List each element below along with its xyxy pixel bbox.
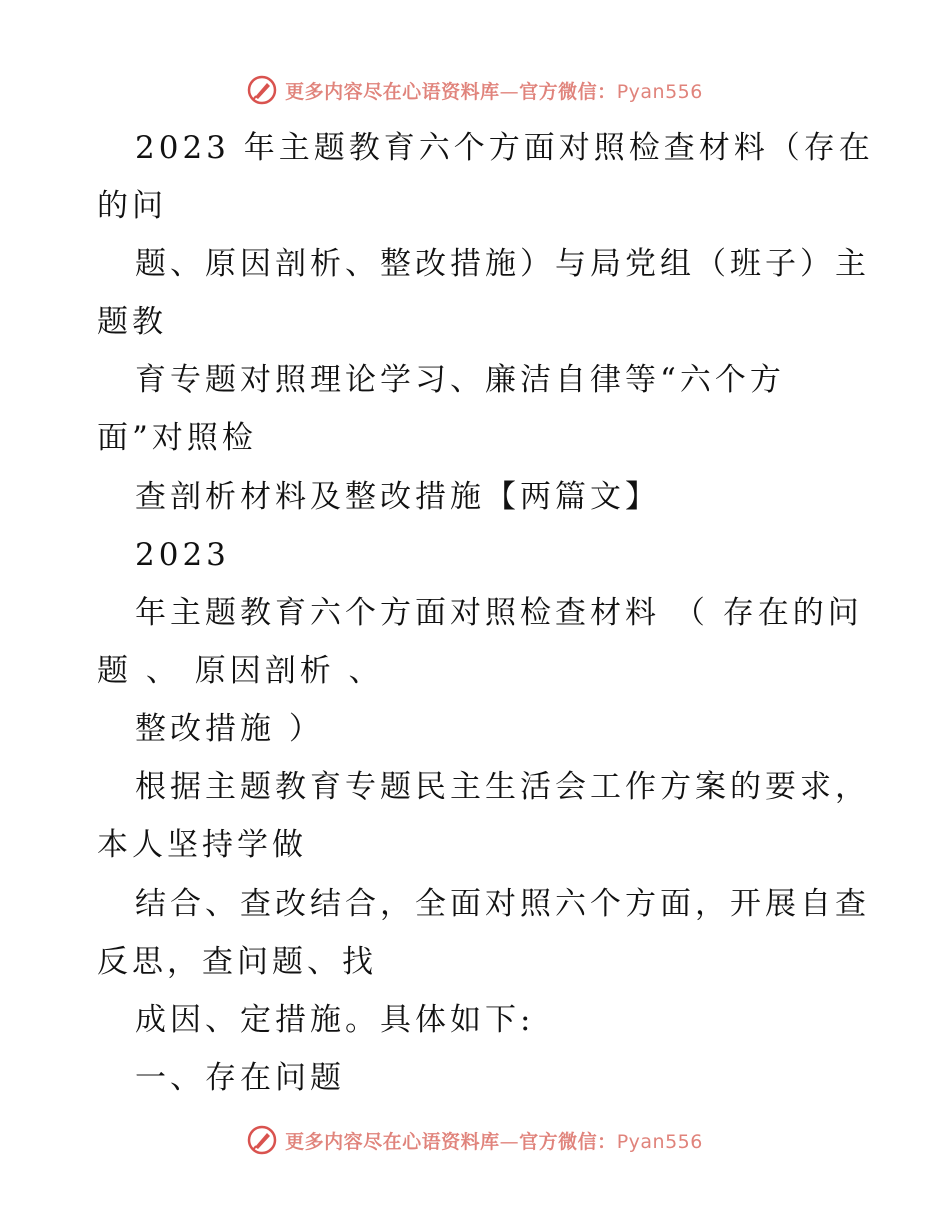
doc-line-15: 反思，查问题、找 bbox=[97, 944, 377, 980]
doc-line-1: 2023 年主题教育六个方面对照检查材料（存在 bbox=[135, 130, 874, 166]
doc-line-13: 本人坚持学做 bbox=[97, 827, 307, 863]
doc-line-17: 一、存在问题 bbox=[135, 1060, 345, 1096]
watermark-text: 更多内容尽在心语资料库—官方微信：Pyan556 bbox=[285, 1130, 703, 1153]
quill-pen-icon bbox=[247, 75, 277, 105]
doc-line-11: 整改措施 ） bbox=[135, 711, 324, 747]
doc-line-7: 查剖析材料及整改措施【两篇文】 bbox=[135, 479, 660, 515]
doc-line-6: 面”对照检 bbox=[97, 420, 257, 456]
doc-line-10: 题 、 原因剖析 、 bbox=[97, 653, 384, 689]
doc-line-5: 育专题对照理论学习、廉洁自律等“六个方 bbox=[135, 362, 785, 398]
doc-line-9: 年主题教育六个方面对照检查材料 （ 存在的问 bbox=[135, 595, 863, 631]
doc-line-4: 题教 bbox=[97, 304, 167, 340]
doc-line-8: 2023 bbox=[135, 537, 230, 573]
doc-line-12: 根据主题教育专题民主生活会工作方案的要求， bbox=[135, 769, 870, 805]
watermark-text: 更多内容尽在心语资料库—官方微信：Pyan556 bbox=[285, 80, 703, 103]
doc-line-3: 题、原因剖析、整改措施）与局党组（班子）主 bbox=[135, 246, 870, 282]
doc-line-2: 的问 bbox=[97, 188, 167, 224]
watermark-banner-bottom bbox=[0, 1120, 950, 1160]
doc-line-14: 结合、查改结合，全面对照六个方面，开展自查 bbox=[135, 886, 870, 922]
doc-line-16: 成因、定措施。具体如下: bbox=[135, 1002, 535, 1038]
watermark-banner-top bbox=[0, 70, 950, 110]
quill-pen-icon bbox=[247, 1125, 277, 1155]
